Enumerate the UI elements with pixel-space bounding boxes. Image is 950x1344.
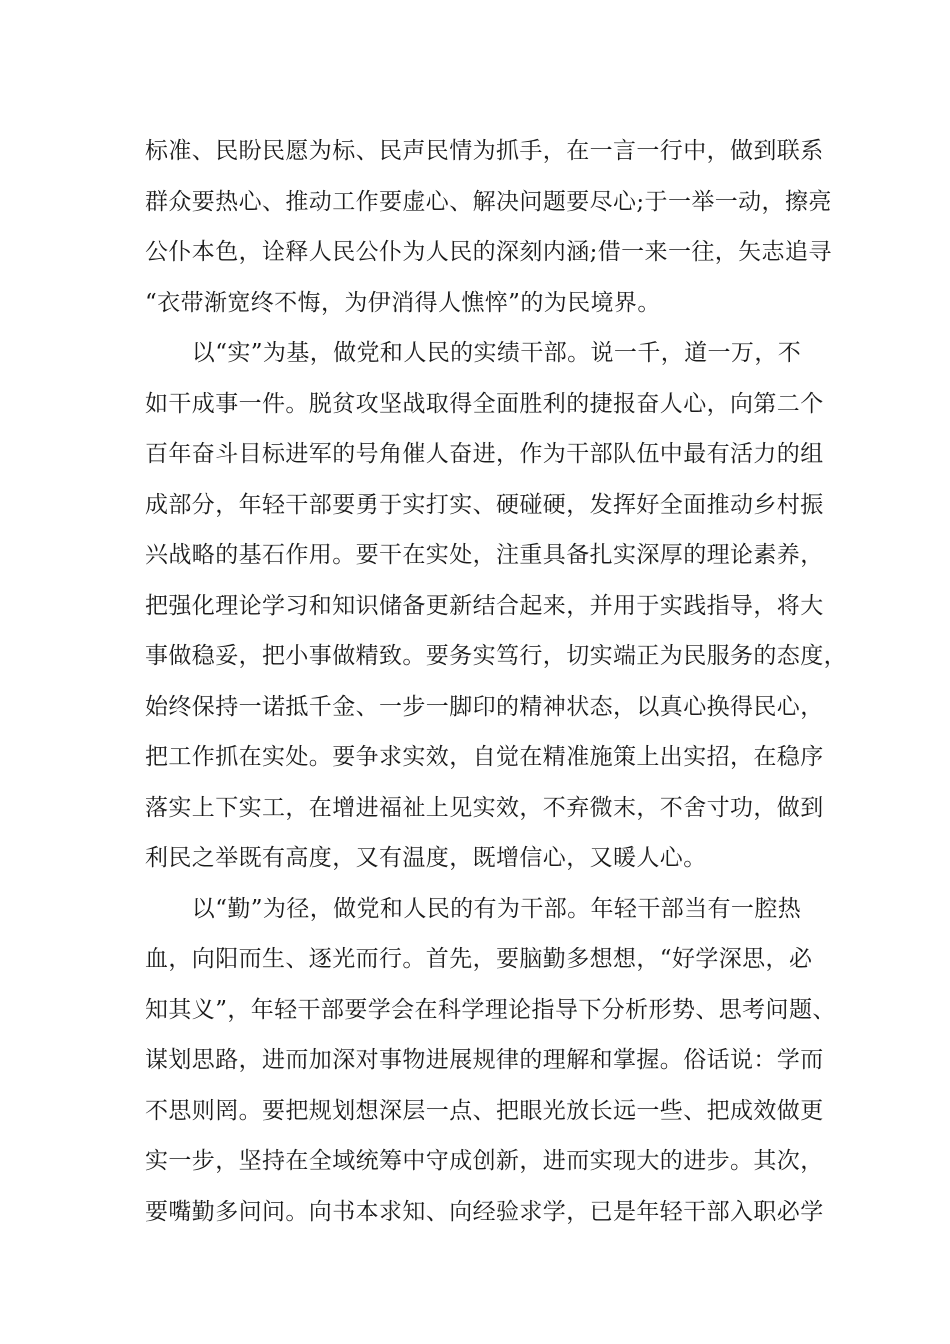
text-line: 公仆本色，诠释人民公仆为人民的深刻内涵;借一来一往，矢志追寻 <box>145 239 832 265</box>
text-line: 群众要热心、推动工作要虚心、解决问题要尽心;于一举一动，擦亮 <box>145 188 832 215</box>
text-line: 利民之举既有高度，又有温度，既增信心，又暖人心。 <box>145 845 707 871</box>
text-line: 要嘴勤多问问。向书本求知、向经验求学，已是年轻干部入职必学 <box>145 1198 824 1225</box>
text-line: 成部分，年轻干部要勇于实打实、硬碰硬，发挥好全面推动乡村振 <box>145 491 824 518</box>
text-line: 血，向阳而生、逐光而行。首先，要脑勤多想想，“好学深思，必 <box>145 946 813 972</box>
text-line: 知其义”，年轻干部要学会在科学理论指导下分析形势、思考问题、 <box>145 996 836 1023</box>
text-line: 实一步，坚持在全域统筹中守成创新，进而实现大的进步。其次， <box>145 1148 824 1174</box>
text-line: 始终保持一诺抵千金、一步一脚印的精神状态，以真心换得民心， <box>145 693 824 720</box>
text-line: 不思则罔。要把规划想深层一点、把眼光放长远一些、把成效做更 <box>145 1097 824 1124</box>
text-line: 兴战略的基石作用。要干在实处，注重具备扎实深厚的理论素养， <box>145 542 824 568</box>
text-line: 如干成事一件。脱贫攻坚战取得全面胜利的捷报奋人心，向第二个 <box>145 390 824 417</box>
text-line: 事做稳妥，把小事做精致。要务实笃行，切实端正为民服务的态度， <box>145 643 847 669</box>
body-text <box>145 126 847 1237</box>
text-line: 把强化理论学习和知识储备更新结合起来，并用于实践指导，将大 <box>145 592 824 619</box>
text-line: 标准、民盼民愿为标、民声民情为抓手，在一言一行中，做到联系 <box>145 138 824 164</box>
text-line: “衣带渐宽终不悔，为伊消得人憔悴”的为民境界。 <box>145 289 661 316</box>
text-line: 把工作抓在实处。要争求实效，自觉在精准施策上出实招，在稳序 <box>145 744 824 770</box>
text-line: 以“勤”为径，做党和人民的有为干部。年轻干部当有一腔热 <box>145 895 802 922</box>
text-line: 以“实”为基，做党和人民的实绩干部。说一千，道一万，不 <box>145 340 802 366</box>
text-line: 百年奋斗目标进军的号角催人奋进，作为干部队伍中最有活力的组 <box>145 441 824 467</box>
text-line: 落实上下实工，在增进福祉上见实效，不弃微末，不舍寸功，做到 <box>145 794 824 821</box>
text-line: 谋划思路，进而加深对事物进展规律的理解和掌握。俗话说：学而 <box>145 1047 824 1073</box>
